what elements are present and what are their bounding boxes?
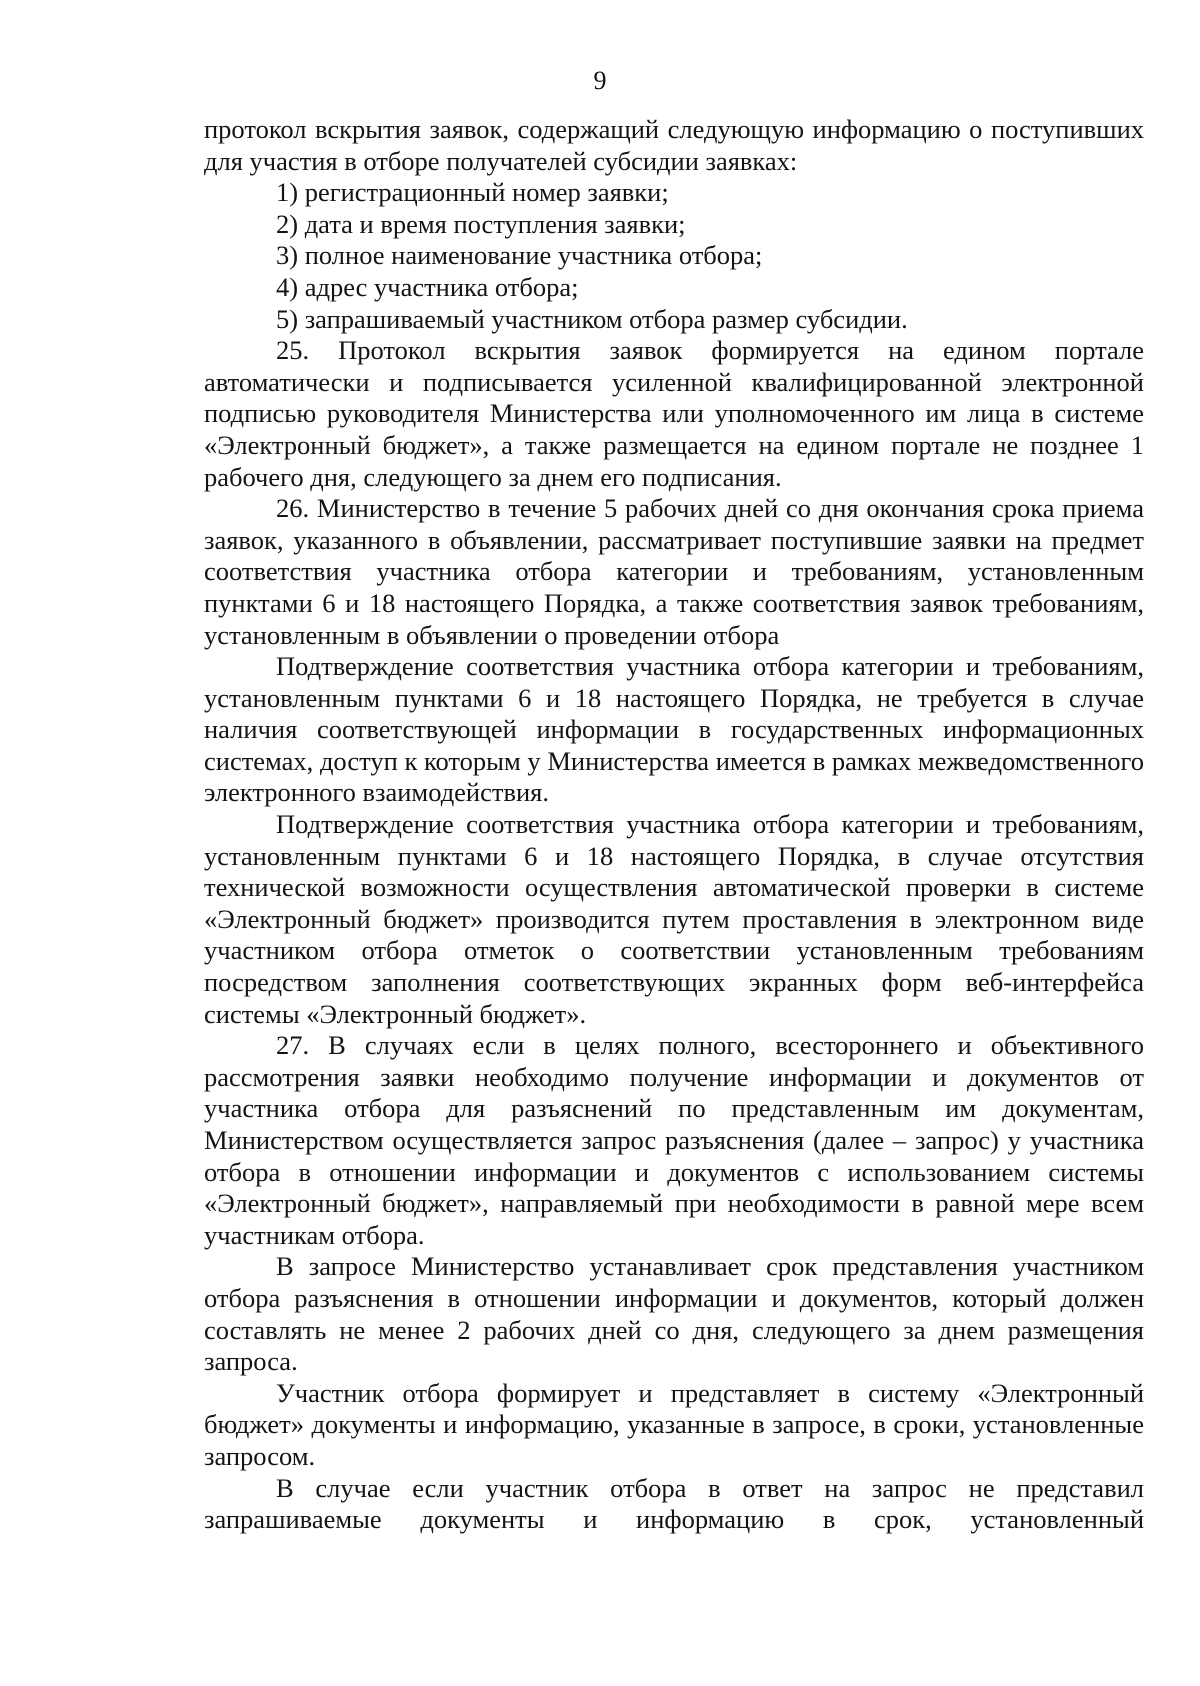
paragraph-request-deadline: В запросе Министерство устанавливает срок представления участником отбора разъяснения в отношении информации и документов, который должен составлять не менее 2 рабочих дней со дня, следующего за днем размещения запроса. xyxy=(204,1251,1144,1377)
paragraph-26: 26. Министерство в течение 5 рабочих дней со дня окончания срока приема заявок, указанного в объявлении, рассматривает поступившие заявки на предмет соответствия участника отбора категории и требованиям, установленным пунктами 6 и 18 настоящего Порядка, а также соответствия заявок требованиям, установленным в объявлении о проведении отбора xyxy=(204,493,1144,650)
document-body xyxy=(204,114,1144,1536)
paragraph-protocol-intro: протокол вскрытия заявок, содержащий следующую информацию о поступивших для участия в отборе получателей субсидии заявках: xyxy=(204,114,1144,176)
paragraph-participant-response: Участник отбора формирует и представляет в систему «Электронный бюджет» документы и информацию, указанные в запросе, в сроки, установленные запросом. xyxy=(204,1377,1144,1471)
paragraph-no-response: В случае если участник отбора в ответ на запрос не представил запрашиваемые документы и информацию в срок, установленный xyxy=(204,1472,1144,1535)
list-item-registration-number: 1) регистрационный номер заявки; xyxy=(276,177,669,208)
paragraph-confirmation-manual: Подтверждение соответствия участника отбора категории и требованиям, установленным пунктами 6 и 18 настоящего Порядка, в случае отсутствия технической возможности осуществления автоматической проверки в системе «Электронный бюджет» производится путем проставления в электронном виде участником отбора отметок о соответствии установленным требованиям посредством заполнения соответствующих экранных форм веб-интерфейса системы «Электронный бюджет». xyxy=(204,809,1144,1029)
list-item-subsidy-amount: 5) запрашиваемый участником отбора размер субсидии. xyxy=(276,303,908,334)
list-item-date-time: 2) дата и время поступления заявки; xyxy=(276,208,686,239)
paragraph-confirmation-not-required: Подтверждение соответствия участника отбора категории и требованиям, установленным пунктами 6 и 18 настоящего Порядка, не требуется в случае наличия соответствующей информации в государственных информационных системах, доступ к которым у Министерства имеется в рамках межведомственного электронного взаимодействия. xyxy=(204,651,1144,808)
list-item-full-name: 3) полное наименование участника отбора; xyxy=(276,240,763,271)
list-item-address: 4) адрес участника отбора; xyxy=(276,271,579,302)
paragraph-27: 27. В случаях если в целях полного, всестороннего и объективного рассмотрения заявки необходимо получение информации и документов от участника отбора для разъяснений по представленным им документам, Министерством осуществляется запрос разъяснения (далее – запрос) у участника отбора в отношении информации и документов с использованием системы «Электронный бюджет», направляемый при необходимости в равной мере всем участникам отбора. xyxy=(204,1030,1144,1250)
paragraph-25: 25. Протокол вскрытия заявок формируется на едином портале автоматически и подписывается усиленной квалифицированной электронной подписью руководителя Министерства или уполномоченного им лица в системе «Электронный бюджет», а также размещается на едином портале не позднее 1 рабочего дня, следующего за днем его подписания. xyxy=(204,335,1144,492)
page-number: 9 xyxy=(593,66,607,95)
